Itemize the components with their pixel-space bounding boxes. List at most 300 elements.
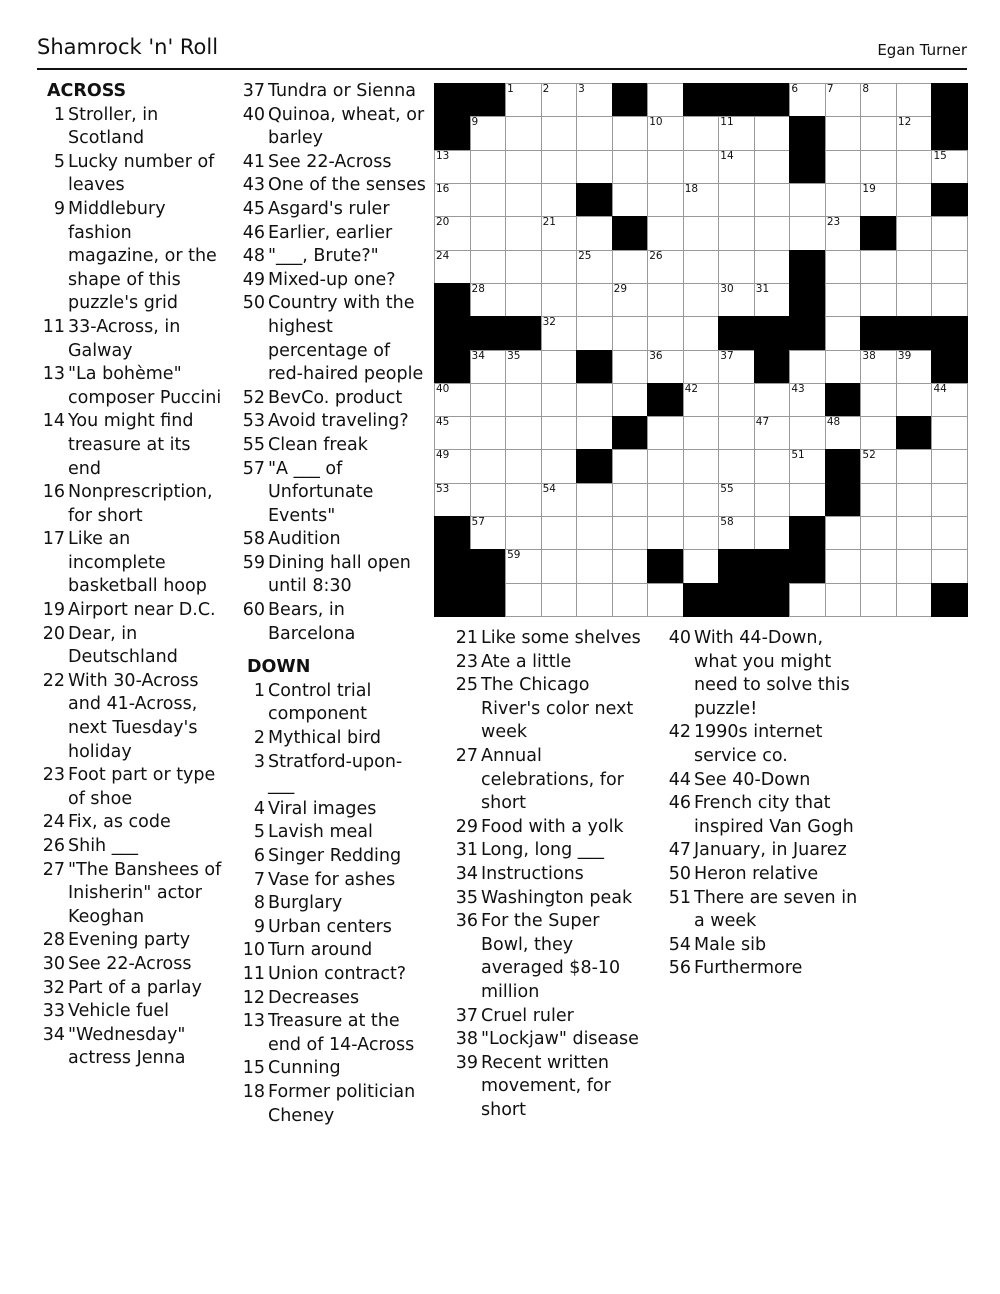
across-clue[interactable]	[37, 623, 227, 670]
grid-cell[interactable]	[718, 483, 755, 517]
across-clue[interactable]	[237, 552, 427, 599]
grid-cell[interactable]	[541, 250, 578, 284]
grid-cell[interactable]	[576, 549, 613, 583]
across-clue[interactable]	[237, 292, 427, 386]
clue-text: Middlebury fashion magazine, or the shape of this puzzle's grid	[68, 198, 217, 314]
grid-cell[interactable]	[931, 549, 968, 583]
grid-cell[interactable]	[896, 549, 933, 583]
grid-cell[interactable]	[718, 283, 755, 317]
across-clue[interactable]	[37, 410, 227, 481]
grid-cell[interactable]	[505, 350, 542, 384]
grid-cell[interactable]	[754, 449, 791, 483]
down-clue[interactable]	[450, 1005, 650, 1029]
grid-cell[interactable]	[683, 350, 720, 384]
across-clue[interactable]	[37, 481, 227, 528]
clue-text: 33-Across, in Galway	[68, 316, 181, 361]
grid-cell[interactable]	[612, 250, 649, 284]
grid-cell[interactable]	[647, 216, 684, 250]
across-clue[interactable]	[237, 434, 427, 458]
grid-cell[interactable]	[683, 216, 720, 250]
cell-number: 2	[542, 83, 550, 95]
cell-number: 43	[791, 382, 805, 395]
grid-cell[interactable]	[683, 449, 720, 483]
grid-cell[interactable]	[896, 250, 933, 284]
grid-cell[interactable]	[434, 250, 471, 284]
clue-number: 46	[242, 222, 265, 243]
grid-cell[interactable]	[860, 116, 897, 150]
across-clue[interactable]	[37, 104, 227, 151]
grid-cell[interactable]	[754, 416, 791, 450]
across-clue[interactable]	[237, 245, 427, 269]
grid-cell[interactable]	[860, 516, 897, 550]
grid-cell[interactable]	[541, 583, 578, 617]
down-clue[interactable]	[450, 627, 650, 651]
grid-cell[interactable]	[718, 449, 755, 483]
grid-cell[interactable]	[576, 283, 613, 317]
grid-cell[interactable]	[683, 516, 720, 550]
cell-number: 31	[755, 282, 770, 295]
grid-cell[interactable]	[683, 483, 720, 517]
across-clue[interactable]	[37, 198, 227, 316]
grid-cell[interactable]	[541, 549, 578, 583]
grid-cell[interactable]	[541, 116, 578, 150]
cell-number: 57	[471, 516, 485, 529]
grid-cell[interactable]	[612, 383, 649, 417]
clue-text: Singer Redding	[268, 846, 402, 866]
grid-cell[interactable]	[683, 183, 720, 217]
grid-cell[interactable]	[576, 483, 613, 517]
across-clue[interactable]	[37, 811, 227, 835]
grid-cell[interactable]	[683, 316, 720, 350]
grid-cell[interactable]	[789, 583, 826, 617]
down-clue[interactable]	[663, 721, 863, 768]
clue-text: Viral images	[268, 798, 377, 819]
cell-number: 16	[436, 182, 450, 195]
grid-cell[interactable]	[647, 483, 684, 517]
grid-cell[interactable]	[931, 216, 968, 250]
grid-cell[interactable]	[434, 150, 471, 184]
down-clue[interactable]	[663, 863, 863, 887]
grid-cell[interactable]	[612, 449, 649, 483]
grid-cell[interactable]	[789, 449, 826, 483]
grid-cell[interactable]	[434, 216, 471, 250]
grid-cell[interactable]	[931, 283, 968, 317]
clue-text: Ate a little	[481, 651, 572, 672]
grid-cell[interactable]	[470, 350, 507, 384]
grid-cell[interactable]	[825, 316, 862, 350]
grid-cell[interactable]	[612, 316, 649, 350]
across-clue[interactable]	[237, 599, 427, 646]
grid-cell[interactable]	[612, 350, 649, 384]
clue-text: January, in Juarez	[694, 840, 847, 861]
grid-cell[interactable]	[896, 449, 933, 483]
grid-cell[interactable]	[576, 383, 613, 417]
grid-cell[interactable]	[896, 283, 933, 317]
down-clue[interactable]	[237, 963, 427, 987]
grid-cell[interactable]	[718, 383, 755, 417]
down-clue[interactable]	[663, 957, 863, 981]
down-clue[interactable]	[237, 751, 427, 798]
grid-cell[interactable]	[896, 483, 933, 517]
grid-cell[interactable]	[860, 483, 897, 517]
grid-cell[interactable]	[647, 83, 684, 117]
grid-cell[interactable]	[612, 483, 649, 517]
grid-cell[interactable]	[576, 83, 613, 117]
down-clue[interactable]	[450, 863, 650, 887]
grid-cell[interactable]	[647, 250, 684, 284]
grid-cell[interactable]	[576, 516, 613, 550]
grid-cell[interactable]	[470, 283, 507, 317]
grid-cell[interactable]	[647, 316, 684, 350]
clue-number: 56	[668, 958, 691, 979]
grid-cell[interactable]	[470, 216, 507, 250]
across-clue[interactable]	[237, 410, 427, 434]
across-clue[interactable]	[237, 151, 427, 175]
grid-cell[interactable]	[541, 83, 578, 117]
grid-cell[interactable]	[505, 216, 542, 250]
grid-block	[789, 283, 826, 317]
across-clue[interactable]	[37, 859, 227, 930]
grid-cell[interactable]	[505, 283, 542, 317]
grid-cell[interactable]	[612, 183, 649, 217]
grid-cell[interactable]	[576, 250, 613, 284]
grid-cell[interactable]	[683, 116, 720, 150]
grid-cell[interactable]	[860, 416, 897, 450]
down-clue[interactable]	[237, 939, 427, 963]
grid-cell[interactable]	[896, 183, 933, 217]
across-clue[interactable]	[37, 835, 227, 859]
grid-cell[interactable]	[718, 216, 755, 250]
clue-column-4	[663, 627, 863, 981]
grid-cell[interactable]	[931, 150, 968, 184]
grid-cell[interactable]	[647, 116, 684, 150]
grid-cell[interactable]	[896, 216, 933, 250]
grid-cell[interactable]	[860, 549, 897, 583]
grid-cell[interactable]	[505, 516, 542, 550]
grid-cell[interactable]	[718, 250, 755, 284]
grid-cell[interactable]	[612, 583, 649, 617]
down-clue[interactable]	[450, 1052, 650, 1123]
down-clue[interactable]	[237, 987, 427, 1011]
clue-number: 32	[42, 977, 65, 998]
down-clue[interactable]	[237, 1057, 427, 1081]
down-clue[interactable]	[663, 792, 863, 839]
grid-cell[interactable]	[789, 416, 826, 450]
grid-cell[interactable]	[754, 483, 791, 517]
grid-cell[interactable]	[754, 183, 791, 217]
grid-block	[647, 383, 684, 417]
grid-cell[interactable]	[825, 116, 862, 150]
grid-cell[interactable]	[470, 150, 507, 184]
across-clue[interactable]	[37, 764, 227, 811]
grid-cell[interactable]	[825, 216, 862, 250]
across-clue[interactable]	[37, 1000, 227, 1024]
down-clue[interactable]	[237, 798, 427, 822]
grid-cell[interactable]	[683, 549, 720, 583]
grid-cell[interactable]	[647, 416, 684, 450]
grid-cell[interactable]	[754, 150, 791, 184]
grid-cell[interactable]	[541, 183, 578, 217]
grid-cell[interactable]	[789, 483, 826, 517]
grid-cell[interactable]	[647, 583, 684, 617]
grid-cell[interactable]	[541, 383, 578, 417]
grid-cell[interactable]	[470, 183, 507, 217]
cell-number: 15	[933, 149, 947, 162]
grid-cell[interactable]	[470, 383, 507, 417]
grid-block	[718, 549, 755, 583]
grid-cell[interactable]	[825, 549, 862, 583]
grid-cell[interactable]	[470, 416, 507, 450]
clue-number: 5	[253, 822, 265, 843]
down-clue[interactable]	[450, 887, 650, 911]
grid-cell[interactable]	[576, 583, 613, 617]
grid-cell[interactable]	[931, 416, 968, 450]
grid-cell[interactable]	[434, 416, 471, 450]
across-clue[interactable]	[37, 670, 227, 764]
clue-text: Country with the highest percentage of red-haired people	[268, 293, 424, 385]
across-clue[interactable]	[237, 528, 427, 552]
grid-cell[interactable]	[647, 283, 684, 317]
across-clue[interactable]	[37, 977, 227, 1001]
down-clue[interactable]	[663, 887, 863, 934]
grid-cell[interactable]	[718, 150, 755, 184]
grid-cell[interactable]	[931, 516, 968, 550]
grid-cell[interactable]	[541, 449, 578, 483]
grid-cell[interactable]	[612, 516, 649, 550]
across-clue[interactable]	[237, 198, 427, 222]
down-clue[interactable]	[663, 627, 863, 721]
grid-cell[interactable]	[789, 383, 826, 417]
across-clue[interactable]	[37, 363, 227, 410]
across-clue[interactable]	[37, 1024, 227, 1071]
down-clue[interactable]	[450, 816, 650, 840]
grid-cell[interactable]	[825, 350, 862, 384]
grid-cell[interactable]	[825, 283, 862, 317]
grid-cell[interactable]	[612, 283, 649, 317]
grid-cell[interactable]	[896, 583, 933, 617]
grid-cell[interactable]	[541, 216, 578, 250]
down-clue[interactable]	[663, 934, 863, 958]
grid-cell[interactable]	[789, 183, 826, 217]
grid-cell[interactable]	[860, 583, 897, 617]
down-clue[interactable]	[450, 674, 650, 745]
grid-cell[interactable]	[541, 350, 578, 384]
grid-cell[interactable]	[825, 416, 862, 450]
grid-cell[interactable]	[718, 116, 755, 150]
grid-cell[interactable]	[931, 383, 968, 417]
cell-number: 59	[507, 549, 521, 562]
down-clue[interactable]	[237, 869, 427, 893]
grid-cell[interactable]	[825, 150, 862, 184]
grid-cell[interactable]	[825, 183, 862, 217]
grid-block	[754, 350, 791, 384]
clue-text: Dining hall open until 8:30	[268, 552, 411, 597]
grid-cell[interactable]	[860, 350, 897, 384]
grid-cell[interactable]	[683, 416, 720, 450]
grid-block	[789, 316, 826, 350]
grid-cell[interactable]	[434, 483, 471, 517]
cell-number: 19	[862, 182, 876, 195]
grid-cell[interactable]	[754, 516, 791, 550]
grid-cell[interactable]	[647, 150, 684, 184]
grid-cell[interactable]	[896, 83, 933, 117]
grid-cell[interactable]	[576, 316, 613, 350]
grid-cell[interactable]	[541, 416, 578, 450]
grid-cell[interactable]	[789, 83, 826, 117]
grid-block	[931, 316, 968, 350]
grid-cell[interactable]	[754, 283, 791, 317]
cell-number: 38	[862, 349, 876, 362]
across-clue[interactable]	[237, 458, 427, 529]
grid-cell[interactable]	[718, 350, 755, 384]
clue-column-1	[37, 80, 227, 1071]
grid-cell[interactable]	[505, 549, 542, 583]
down-clue[interactable]	[237, 727, 427, 751]
grid-cell[interactable]	[470, 116, 507, 150]
grid-cell[interactable]	[754, 216, 791, 250]
cell-number: 13	[436, 149, 450, 162]
grid-cell[interactable]	[576, 416, 613, 450]
down-clue[interactable]	[450, 910, 650, 1004]
down-clue[interactable]	[237, 821, 427, 845]
across-clue[interactable]	[37, 316, 227, 363]
grid-cell[interactable]	[541, 516, 578, 550]
grid-cell[interactable]	[505, 416, 542, 450]
grid-cell[interactable]	[612, 549, 649, 583]
grid-cell[interactable]	[434, 449, 471, 483]
grid-block	[505, 316, 542, 350]
grid-cell[interactable]	[505, 583, 542, 617]
grid-cell[interactable]	[896, 116, 933, 150]
down-clue[interactable]	[450, 651, 650, 675]
clue-text: Foot part or type of shoe	[68, 765, 216, 809]
grid-cell[interactable]	[931, 449, 968, 483]
down-clue[interactable]	[450, 839, 650, 863]
grid-cell[interactable]	[860, 449, 897, 483]
across-clue[interactable]	[237, 104, 427, 151]
grid-cell[interactable]	[896, 516, 933, 550]
down-clue[interactable]	[237, 892, 427, 916]
grid-cell[interactable]	[647, 516, 684, 550]
grid-cell[interactable]	[718, 516, 755, 550]
grid-cell[interactable]	[647, 449, 684, 483]
grid-cell[interactable]	[505, 483, 542, 517]
down-clue[interactable]	[663, 839, 863, 863]
grid-cell[interactable]	[576, 150, 613, 184]
clue-number: 31	[455, 840, 478, 861]
grid-cell[interactable]	[434, 383, 471, 417]
cell-number: 6	[791, 83, 799, 95]
grid-cell[interactable]	[470, 516, 507, 550]
down-clue[interactable]	[237, 1010, 427, 1057]
grid-cell[interactable]	[931, 250, 968, 284]
clue-number: 51	[668, 887, 691, 908]
grid-cell[interactable]	[647, 183, 684, 217]
clue-text: The Chicago River's color next week	[481, 675, 634, 743]
grid-cell[interactable]	[860, 250, 897, 284]
grid-cell[interactable]	[541, 316, 578, 350]
grid-cell[interactable]	[470, 449, 507, 483]
across-clue[interactable]	[37, 151, 227, 198]
grid-cell[interactable]	[612, 116, 649, 150]
grid-cell[interactable]	[505, 383, 542, 417]
grid-cell[interactable]	[931, 483, 968, 517]
grid-cell[interactable]	[683, 250, 720, 284]
down-clue[interactable]	[663, 769, 863, 793]
across-clue[interactable]	[237, 269, 427, 293]
across-clue[interactable]	[237, 80, 427, 104]
cell-number: 10	[649, 116, 663, 129]
across-clue[interactable]	[237, 174, 427, 198]
down-clue[interactable]	[450, 745, 650, 816]
down-clue[interactable]	[237, 845, 427, 869]
clue-number: 28	[42, 930, 65, 951]
clue-number: 10	[242, 940, 265, 961]
down-clue[interactable]	[237, 916, 427, 940]
across-clue[interactable]	[37, 953, 227, 977]
grid-cell[interactable]	[896, 383, 933, 417]
grid-cell[interactable]	[825, 250, 862, 284]
grid-cell[interactable]	[505, 150, 542, 184]
grid-cell[interactable]	[860, 283, 897, 317]
grid-cell[interactable]	[470, 483, 507, 517]
grid-cell[interactable]	[541, 483, 578, 517]
grid-cell[interactable]	[647, 350, 684, 384]
across-clue[interactable]	[37, 929, 227, 953]
grid-cell[interactable]	[896, 150, 933, 184]
down-clue[interactable]	[237, 680, 427, 727]
grid-cell[interactable]	[825, 83, 862, 117]
grid-cell[interactable]	[789, 350, 826, 384]
grid-cell[interactable]	[505, 83, 542, 117]
cell-number: 25	[578, 249, 592, 262]
down-clue[interactable]	[450, 1028, 650, 1052]
across-clue[interactable]	[237, 222, 427, 246]
grid-cell[interactable]	[576, 116, 613, 150]
grid-cell[interactable]	[434, 183, 471, 217]
grid-cell[interactable]	[505, 183, 542, 217]
grid-cell[interactable]	[683, 150, 720, 184]
grid-cell[interactable]	[860, 150, 897, 184]
grid-cell[interactable]	[576, 216, 613, 250]
grid-cell[interactable]	[541, 150, 578, 184]
grid-cell[interactable]	[754, 116, 791, 150]
grid-cell[interactable]	[470, 250, 507, 284]
grid-cell[interactable]	[789, 216, 826, 250]
grid-cell[interactable]	[683, 283, 720, 317]
grid-cell[interactable]	[683, 383, 720, 417]
grid-cell[interactable]	[754, 250, 791, 284]
grid-cell[interactable]	[860, 183, 897, 217]
grid-cell[interactable]	[505, 116, 542, 150]
grid-cell[interactable]	[612, 150, 649, 184]
grid-cell[interactable]	[860, 83, 897, 117]
grid-cell[interactable]	[718, 416, 755, 450]
grid-cell[interactable]	[718, 183, 755, 217]
grid-cell[interactable]	[505, 250, 542, 284]
across-clue[interactable]	[237, 387, 427, 411]
across-clue[interactable]	[37, 528, 227, 599]
grid-cell[interactable]	[860, 383, 897, 417]
grid-cell[interactable]	[541, 283, 578, 317]
grid-cell[interactable]	[505, 449, 542, 483]
grid-cell[interactable]	[754, 383, 791, 417]
grid-cell[interactable]	[825, 583, 862, 617]
grid-cell[interactable]	[896, 350, 933, 384]
grid-cell[interactable]	[825, 516, 862, 550]
down-clue[interactable]	[237, 1081, 427, 1128]
across-clue[interactable]	[37, 599, 227, 623]
